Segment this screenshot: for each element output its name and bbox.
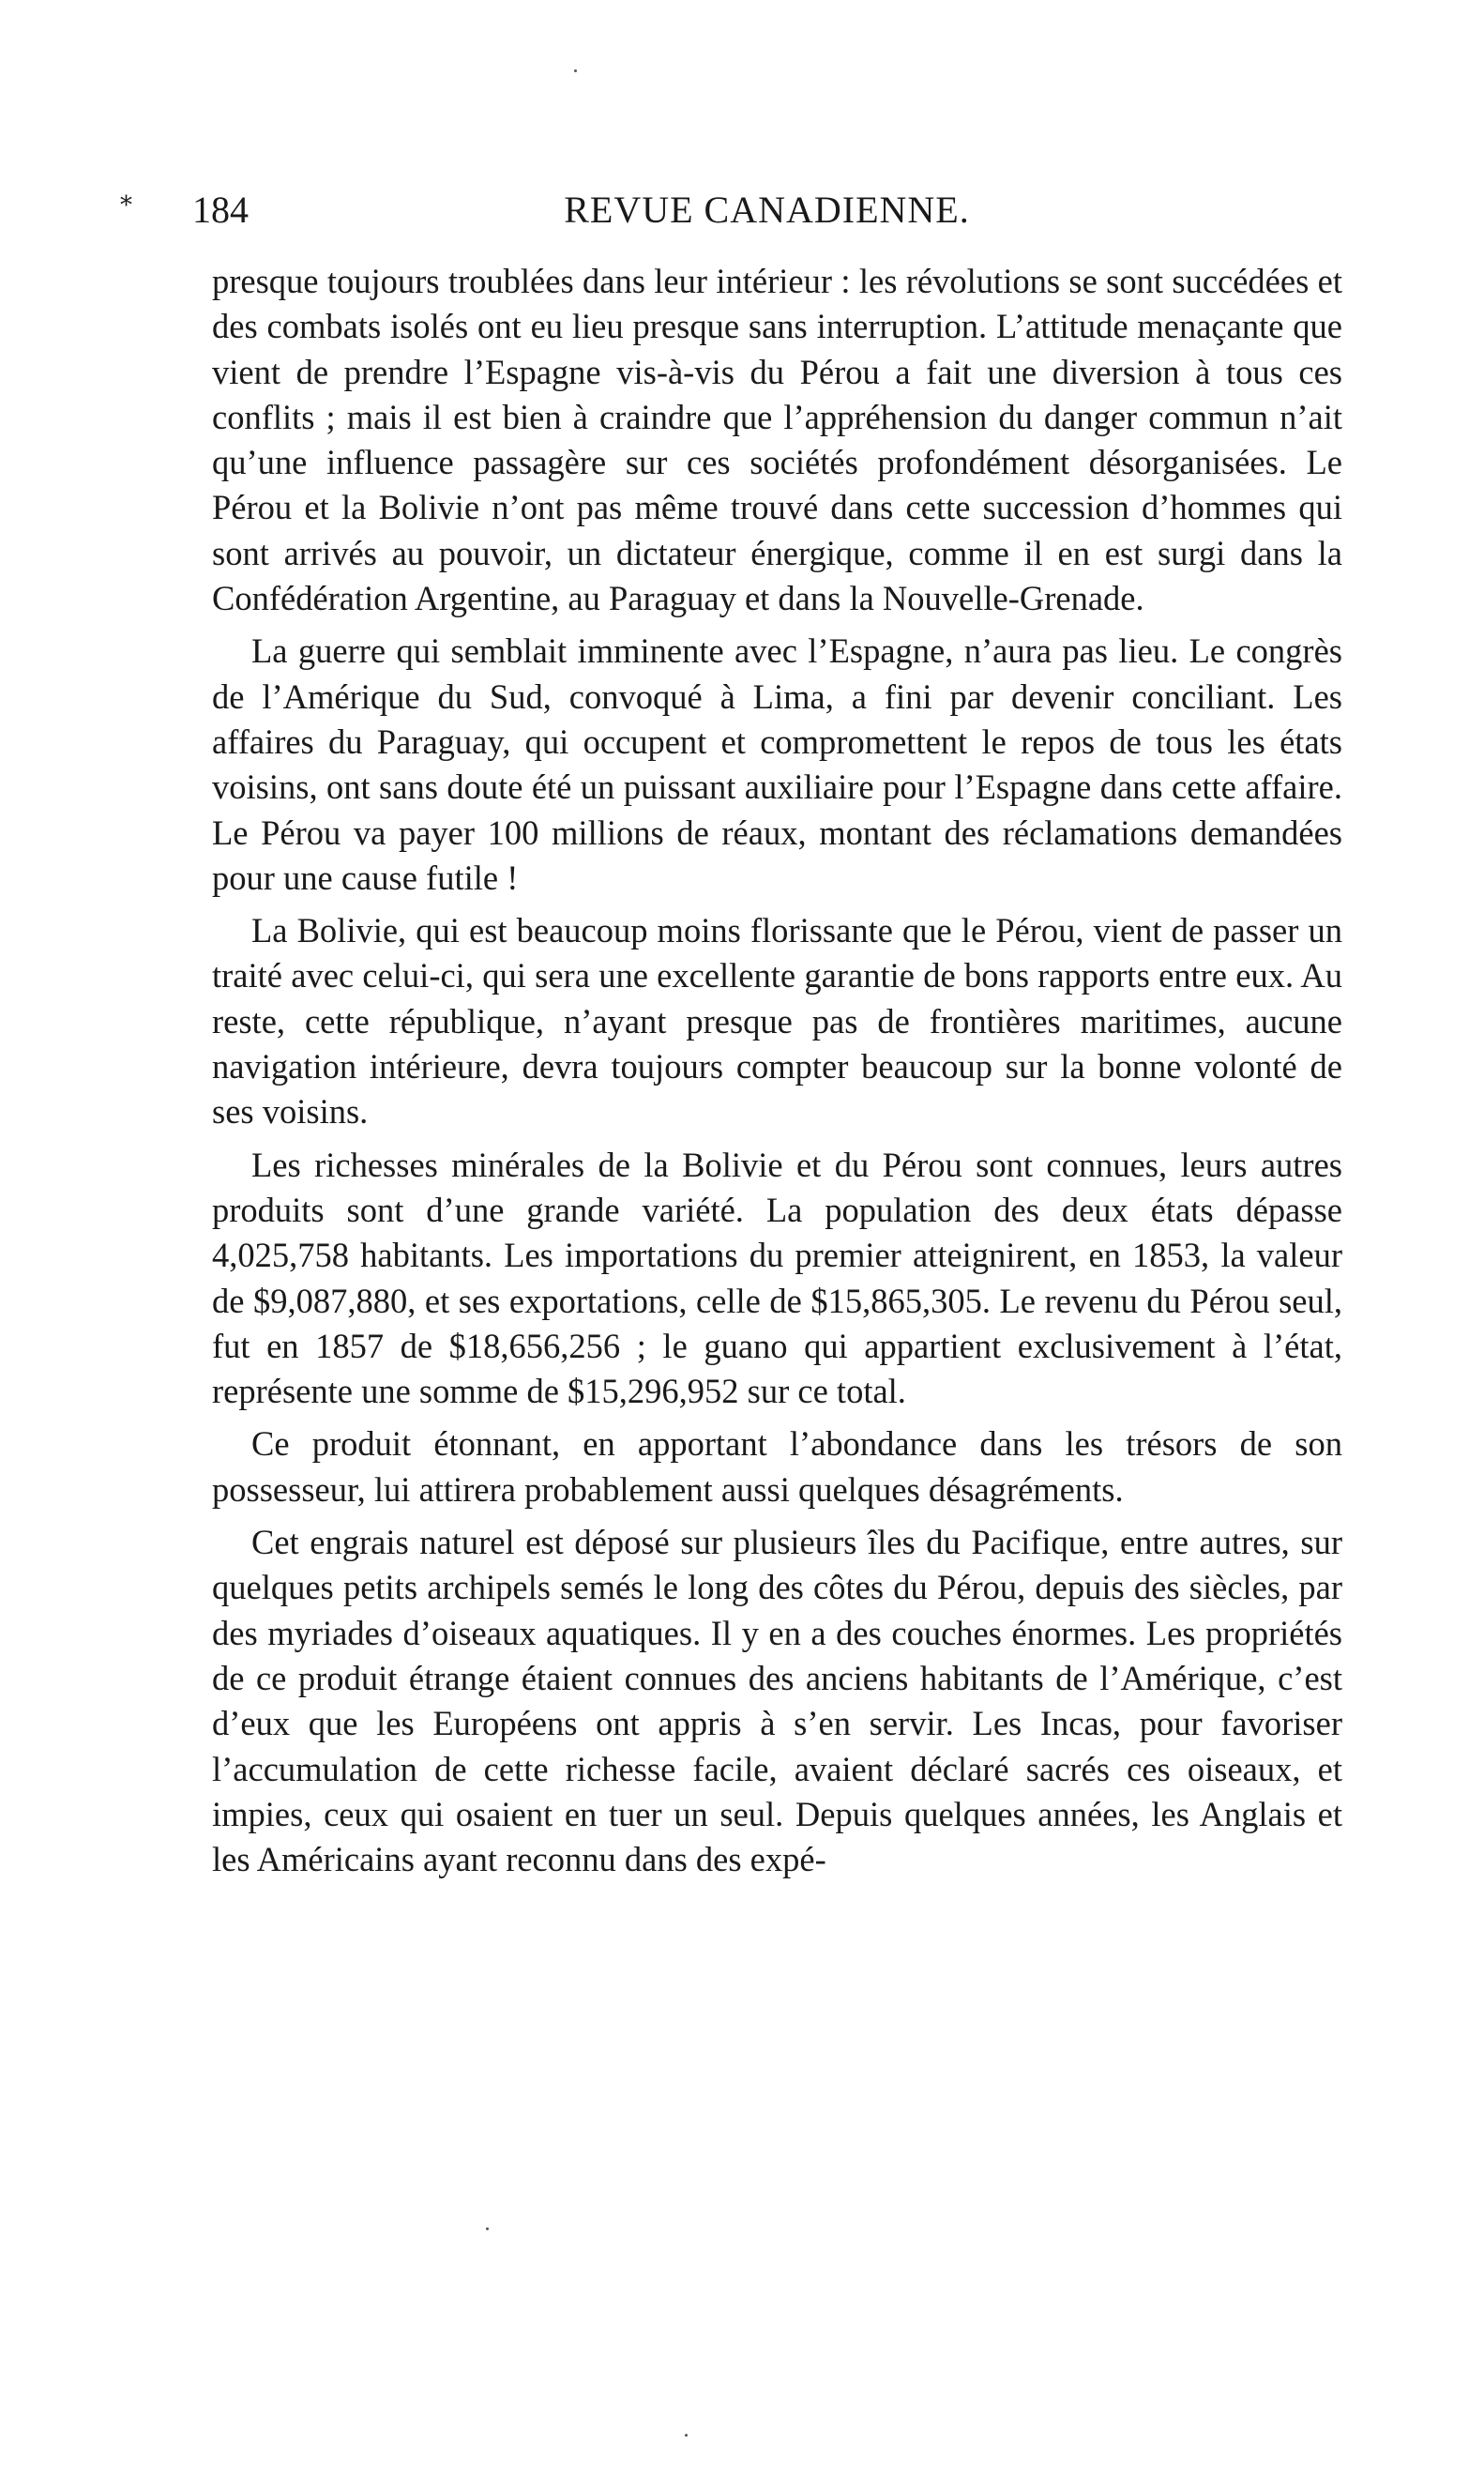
paper-speck [574,69,577,72]
page-header [192,186,1341,235]
paragraph-3: La Bolivie, qui est beaucoup moins florissante que le Pérou, vient de passer un traité avec celui-ci, qui sera une excellente garantie de bons rapports entre eux. Au reste, cette république, n’ayant presque pas de frontières maritimes, aucune navigation intérieure, devra toujours compter beaucoup sur la bonne volonté de ses voisins. [212,911,1342,1132]
margin-mark: ⁎ [120,184,132,211]
paper-speck [685,2434,688,2437]
running-title: REVUE CANADIENNE. [564,189,970,231]
body-text [212,259,1342,1890]
paragraph-1: presque toujours troublées dans leur intérieur : les révolutions se sont succédées et des combats isolés ont eu lieu presque sans interruption. L’attitude menaçante que vient de prendre l’Espagne vis-à-vis du Pérou a fait une diversion à tous ces conflits ; mais il est bien à craindre que l’appréhension du danger commun n’ait qu’une influence passagère sur ces sociétés profondément désorganisées. Le Pérou et la Bolivie n’ont pas même trouvé dans cette succession d’hommes qui sont arrivés au pouvoir, un dictateur énergique, comme il en est surgi dans la Confédération Argentine, au Paraguay et dans la Nouvelle-Grenade. [212,262,1342,618]
paragraph-6: Cet engrais naturel est déposé sur plusieurs îles du Pacifique, entre autres, sur quelques petits archipels semés le long des côtes du Pérou, depuis des siècles, par des myriades d’oiseaux aquatiques. Il y en a des couches énormes. Les propriétés de ce produit étrange étaient connues des anciens habitants de l’Amérique, c’est d’eux que les Européens ont appris à s’en servir. Les Incas, pour favoriser l’accumulation de cette richesse facile, avaient déclaré sacrés ces oiseaux, et impies, ceux qui osaient en tuer un seul. Depuis quelques années, les Anglais et les Américains ayant reconnu dans des expé- [212,1523,1342,1879]
paragraph-4: Les richesses minérales de la Bolivie et du Pérou sont connues, leurs autres produits sont d’une grande variété. La population des deux états dépasse 4,025,758 habitants. Les importations du premier atteignirent, en 1853, la valeur de $9,087,880, et ses exportations, celle de $15,865,305. Le revenu du Pérou seul, fut en 1857 de $18,656,256 ; le guano qui appartient exclusivement à l’état, représente une somme de $15,296,952 sur ce total. [212,1145,1342,1411]
paragraph-2: La guerre qui semblait imminente avec l’Espagne, n’aura pas lieu. Le congrès de l’Amérique du Sud, convoqué à Lima, a fini par devenir conciliant. Les affaires du Paraguay, qui occupent et compromettent le repos de tous les états voisins, ont sans doute été un puissant auxiliaire pour l’Espagne dans cette affaire. Le Pérou va payer 100 millions de réaux, montant des réclamations demandées pour une cause futile ! [212,631,1342,897]
paragraph-5: Ce produit étonnant, en apportant l’abondance dans les trésors de son possesseur, lui attirera probablement aussi quelques désagréments. [212,1424,1342,1509]
page-number: 184 [192,189,249,231]
paper-speck [486,2227,489,2230]
